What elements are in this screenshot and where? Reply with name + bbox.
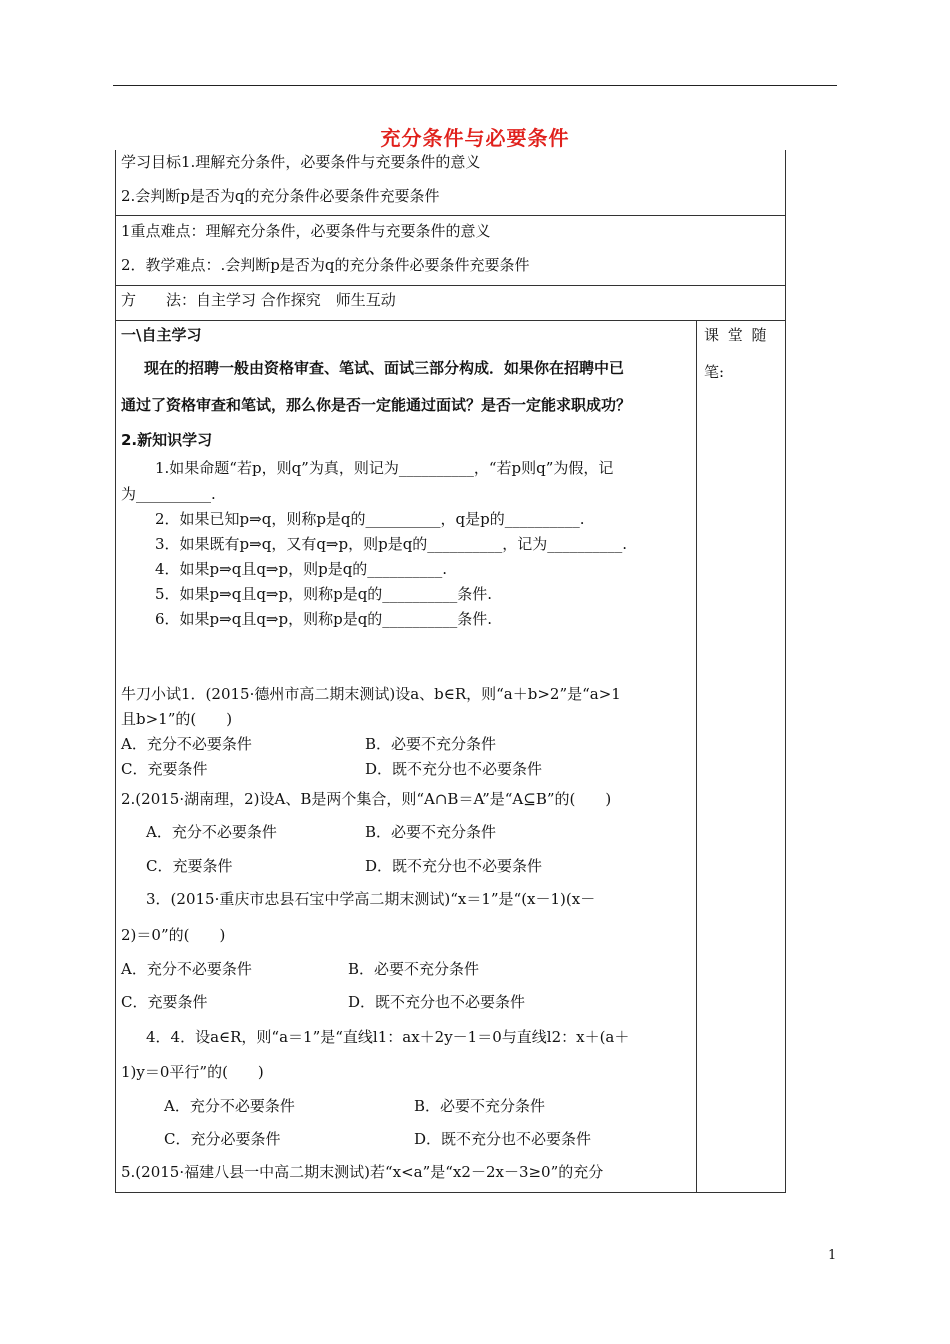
question-3-option-b: B．必要不充分条件 [348, 960, 480, 978]
question-1-option-d: D．既不充分也不必要条件 [365, 760, 543, 778]
question-3-line-1: 3．(2015·重庆市忠县石宝中学高二期末测试)“x＝1”是“(x－1)(x－ [146, 890, 596, 908]
page-number: 1 [828, 1248, 837, 1263]
header-rule [113, 85, 837, 86]
side-note-line-1: 课 堂 随 [704, 326, 769, 344]
question-4-option-c: C．充分必要条件 [164, 1130, 281, 1148]
key-points-line-1: 1重点难点：理解充分条件，必要条件与充要条件的意义 [121, 222, 491, 240]
knowledge-item: 4．如果p⇒q且q⇒p，则p是q的__________. [155, 560, 448, 578]
knowledge-item: 2．如果已知p⇒q，则称p是q的__________，q是p的__________. [155, 510, 585, 528]
question-3-option-d: D．既不充分也不必要条件 [348, 993, 526, 1011]
question-4-line-1: 4．4．设a∈R，则“a＝1”是“直线l1：ax＋2y－1＝0与直线l2：x＋(a＋ [146, 1028, 630, 1046]
question-4-option-b: B．必要不充分条件 [414, 1097, 546, 1115]
self-study-intro-2: 通过了资格审查和笔试，那么你是否一定能通过面试？是否一定能求职成功？ [121, 396, 632, 414]
question-2-option-c: C．充要条件 [146, 857, 233, 875]
new-knowledge-heading: 2.新知识学习 [121, 431, 213, 449]
knowledge-item: 为__________. [121, 485, 216, 503]
knowledge-item: 1.如果命题“若p，则q”为真，则记为__________，“若p则q”为假，记 [155, 459, 614, 477]
question-2-line-1: 2.(2015·湖南理，2)设A、B是两个集合，则“A∩B＝A”是“A⊆B”的( ) [121, 790, 612, 808]
question-2-option-d: D．既不充分也不必要条件 [365, 857, 543, 875]
question-4-option-a: A．充分不必要条件 [164, 1097, 295, 1115]
question-1-option-c: C．充要条件 [121, 760, 208, 778]
method-line: 方 法：自主学习 合作探究 师生互动 [121, 291, 396, 309]
question-1-option-b: B．必要不充分条件 [365, 735, 497, 753]
question-1-line-2: 且b>1”的( ) [121, 710, 233, 728]
question-4-line-2: 1)y＝0平行”的( ) [121, 1063, 264, 1081]
row-divider [115, 285, 785, 286]
knowledge-item: 5．如果p⇒q且q⇒p，则称p是q的__________条件. [155, 585, 493, 603]
key-points-line-2: 2．教学难点：.会判断p是否为q的充分条件必要条件充要条件 [121, 256, 530, 274]
question-1-option-a: A．充分不必要条件 [121, 735, 252, 753]
question-3-option-c: C．充要条件 [121, 993, 208, 1011]
row-divider [115, 215, 785, 216]
question-2-option-b: B．必要不充分条件 [365, 823, 497, 841]
question-5-line-1: 5.(2015·福建八县一中高二期末测试)若“x<a”是“x2－2x－3≥0”的充分 [121, 1163, 604, 1181]
goals-line-2: 2.会判断p是否为q的充分条件必要条件充要条件 [121, 187, 440, 205]
question-4-option-d: D．既不充分也不必要条件 [414, 1130, 592, 1148]
column-divider [696, 320, 697, 1193]
knowledge-item: 3．如果既有p⇒q，又有q⇒p，则p是q的__________，记为__________. [155, 535, 628, 553]
side-note-line-2: 笔: [704, 363, 725, 381]
page-title: 充分条件与必要条件 [380, 126, 570, 150]
self-study-intro-1: 现在的招聘一般由资格审查、笔试、面试三部分构成．如果你在招聘中已 [144, 359, 625, 377]
knowledge-item: 6．如果p⇒q且q⇒p，则称p是q的__________条件. [155, 610, 493, 628]
row-divider [115, 320, 785, 321]
question-3-line-2: 2)＝0”的( ) [121, 926, 226, 944]
question-1-line-1: 牛刀小试1．(2015·德州市高二期末测试)设a、b∈R，则“a＋b>2”是“a>1 [121, 685, 621, 703]
self-study-heading: 一\自主学习 [121, 326, 202, 344]
question-3-option-a: A．充分不必要条件 [121, 960, 252, 978]
goals-line-1: 学习目标1.理解充分条件，必要条件与充要条件的意义 [121, 153, 481, 171]
question-2-option-a: A．充分不必要条件 [146, 823, 277, 841]
